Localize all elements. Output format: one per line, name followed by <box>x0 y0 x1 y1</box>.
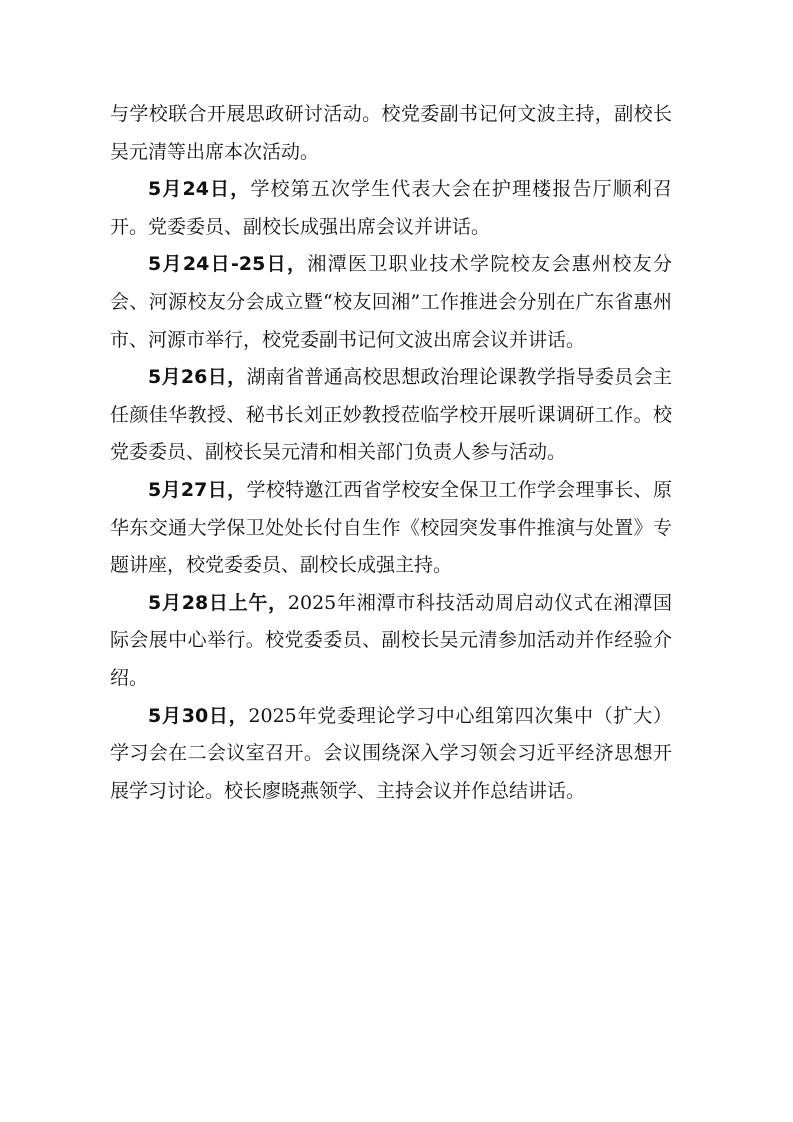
paragraph-date: 5月26日， <box>148 366 247 389</box>
paragraph-text: 2025年党委理论学习中心组第四次集中（扩大）学习会在二会议室召开。会议围绕深入学习领会习近平经济思想开展学习讨论。校长廖晓燕领学、主持会议并作总结讲话。 <box>110 704 672 802</box>
paragraph-date: 5月24日， <box>148 178 251 201</box>
paragraph-text: 湖南省普通高校思想政治理论课教学指导委员会主任颜佳华教授、秘书长刘正妙教授莅临学校开展听课调研工作。校党委委员、副校长吴元清和相关部门负责人参与活动。 <box>110 366 672 464</box>
paragraph-date: 5月27日， <box>148 478 247 501</box>
paragraph-date: 5月30日， <box>148 704 249 727</box>
paragraph-may-30 <box>110 698 672 811</box>
paragraph-date: 5月28日上午， <box>148 591 288 614</box>
document-page <box>110 96 672 810</box>
paragraph-text: 与学校联合开展思政研讨活动。校党委副书记何文波主持，副校长吴元清等出席本次活动。 <box>110 103 672 163</box>
paragraph-may-24 <box>110 171 672 246</box>
paragraph-text: 湘潭医卫职业技术学院校友会惠州校友分会、河源校友分会成立暨“校友回湘”工作推进会分别在广东省惠州市、河源市举行，校党委副书记何文波出席会议并讲话。 <box>110 253 672 351</box>
paragraph-continuation <box>110 96 672 171</box>
paragraph-may-26 <box>110 359 672 472</box>
paragraph-date: 5月24日-25日， <box>148 253 308 276</box>
paragraph-may-24-25 <box>110 246 672 359</box>
paragraph-text: 2025年湘潭市科技活动周启动仪式在湘潭国际会展中心举行。校党委委员、副校长吴元清参加活动并作经验介绍。 <box>110 591 672 689</box>
paragraph-text: 学校第五次学生代表大会在护理楼报告厅顺利召开。党委委员、副校长成强出席会议并讲话。 <box>110 178 672 238</box>
paragraph-may-28 <box>110 585 672 698</box>
paragraph-text: 学校特邀江西省学校安全保卫工作学会理事长、原华东交通大学保卫处处长付自生作《校园突发事件推演与处置》专题讲座，校党委委员、副校长成强主持。 <box>110 478 672 577</box>
paragraph-may-27 <box>110 472 672 585</box>
